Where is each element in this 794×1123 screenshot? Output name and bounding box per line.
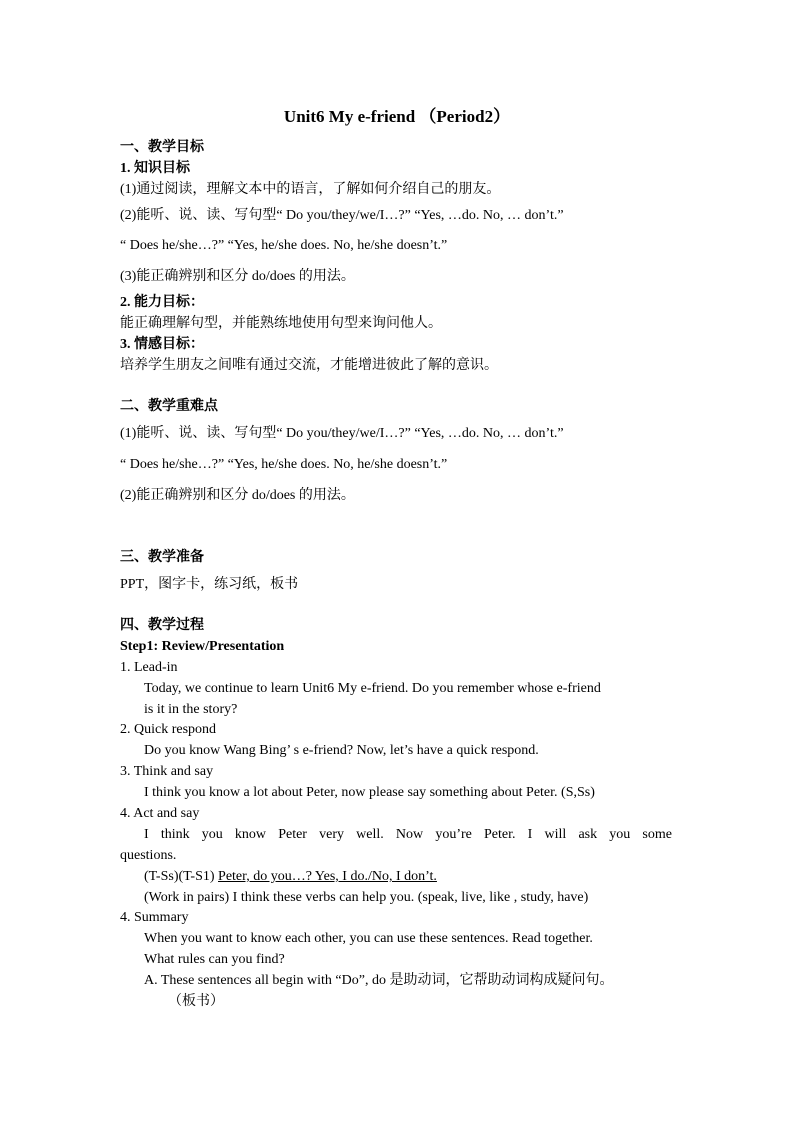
section-heading-preparation: 三、教学准备 <box>120 550 204 565</box>
key-point-2: (2)能正确辨别和区分 do/does 的用法。 <box>120 488 355 503</box>
subheading-emotion: 3. 情感目标： <box>120 337 204 352</box>
list-item-text: Today, we continue to learn Unit6 My e-friend. Do you remember whose e-friend <box>144 681 601 696</box>
list-item-text: questions. <box>120 848 177 863</box>
document-title: Unit6 My e-friend （Period2） <box>283 107 511 126</box>
list-item-text <box>144 868 437 886</box>
list-item-text: Do you know Wang Bing’ s e-friend? Now, let’s have a quick respond. <box>144 743 539 758</box>
list-item-text: When you want to know each other, you can use these sentences. Read together. <box>144 931 593 946</box>
list-item-title: 1. Lead-in <box>120 660 178 675</box>
dialog-pattern: Peter, do you…? Yes, I do./No, I don’t. <box>218 869 437 884</box>
list-item-text: （板书） <box>168 994 224 1009</box>
key-point-1-cont: “ Does he/she…?” “Yes, he/she does. No, he/she doesn’t.” <box>120 457 448 472</box>
section-heading-key-points: 二、教学重难点 <box>120 399 218 414</box>
key-point-1: (1)能听、说、读、写句型“ Do you/they/we/I…?” “Yes, …do. No, … don’t.” <box>120 426 564 441</box>
subheading-knowledge: 1. 知识目标 <box>120 161 190 176</box>
list-item-text: I think you know Peter very well. Now you’re Peter. I will ask you some <box>144 827 672 842</box>
knowledge-item-3: (3)能正确辨别和区分 do/does 的用法。 <box>120 269 355 284</box>
knowledge-item-1: (1)通过阅读，理解文本中的语言，了解如何介绍自己的朋友。 <box>120 182 501 197</box>
knowledge-item-2-cont: “ Does he/she…?” “Yes, he/she does. No, he/she doesn’t.” <box>120 238 448 253</box>
list-item-title: 4. Summary <box>120 910 189 925</box>
ability-item: 能正确理解句型，并能熟练地使用句型来询问他人。 <box>120 316 442 331</box>
list-item-text: (Work in pairs) I think these verbs can help you. (speak, live, like , study, have) <box>144 890 589 905</box>
list-item-title: 3. Think and say <box>120 764 214 779</box>
preparation-list: PPT，图字卡，练习纸，板书 <box>120 577 299 592</box>
list-item-text: A. These sentences all begin with “Do”, do 是助动词，它帮助动词构成疑问句。 <box>144 973 614 988</box>
list-item-title: 2. Quick respond <box>120 722 217 737</box>
knowledge-item-2: (2)能听、说、读、写句型“ Do you/they/we/I…?” “Yes, …do. No, … don’t.” <box>120 208 564 223</box>
dialog-label: (T-Ss)(T-S1) <box>144 869 219 884</box>
list-item-text: What rules can you find? <box>144 952 285 967</box>
section-heading-process: 四、教学过程 <box>120 618 204 633</box>
section-heading-objectives: 一、教学目标 <box>120 140 204 155</box>
list-item-text: is it in the story? <box>144 702 238 717</box>
list-item-text: I think you know a lot about Peter, now please say something about Peter. (S,Ss) <box>144 785 595 800</box>
step-1-heading: Step1: Review/Presentation <box>120 639 285 654</box>
subheading-ability: 2. 能力目标： <box>120 295 204 310</box>
emotion-item: 培养学生朋友之间唯有通过交流，才能增进彼此了解的意识。 <box>120 358 498 373</box>
list-item-title: 4. Act and say <box>120 806 200 821</box>
